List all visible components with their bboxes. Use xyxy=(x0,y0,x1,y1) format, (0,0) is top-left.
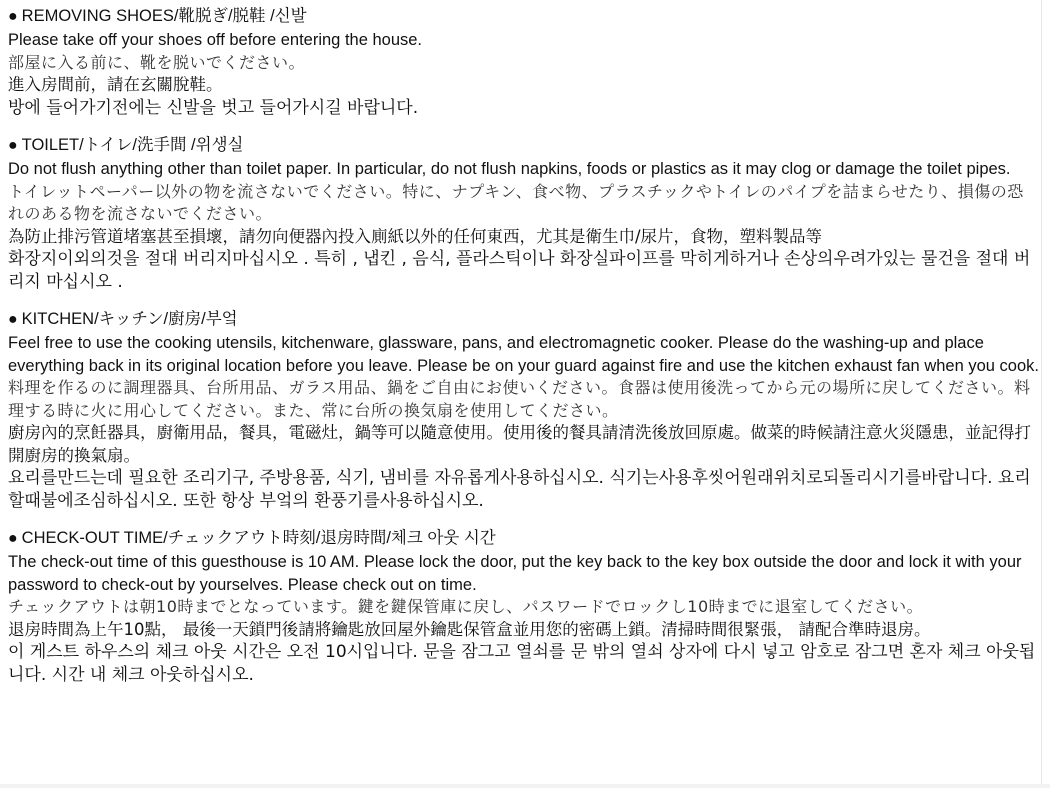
korean-text: 방에 들어가기전에는 신발을 벗고 들어가시길 바랍니다. xyxy=(8,97,419,118)
bullet-icon: ● xyxy=(8,311,18,328)
section-heading: ● KITCHEN/キッチン/廚房/부엌 xyxy=(8,310,238,328)
chinese-text: 為防止排污管道堵塞甚至損壞，請勿向便器內投入廁紙以外的任何東西，尤其是衛生巾/尿片，食物，塑料製品等 xyxy=(8,226,823,246)
english-text: The check-out time of this guesthouse is 10 AM. Please lock the door, put the key back to the key box outside the door and lock it with your password to check-out by yourselves. Please check out on time. xyxy=(8,553,1022,594)
section-kitchen xyxy=(8,307,1040,512)
korean-text: 화장지이외의것을 절대 버리지마십시오 . 특히 , 냅킨 , 음식, 플라스틱이나 화장실파이프를 막히게하거나 손상의우려가있는 물건을 절대 버리지 마십시오 . xyxy=(8,249,1031,292)
chinese-text: 退房時間為上午10點， 最後一天鎖門後請將鑰匙放回屋外鑰匙保管盒並用您的密碼上鎖。清掃時間很緊張， 請配合準時退房。 xyxy=(8,619,931,639)
english-text: Feel free to use the cooking utensils, kitchenware, glassware, pans, and electromagnetic cooker. Please do the washing-up and place everything back in its original location before you leave. Please be on your guard against fire and use the kitchen exhaust fan when you cook. xyxy=(8,334,1039,375)
korean-text: 이 게스트 하우스의 체크 아웃 시간은 오전 10시입니다. 문을 잠그고 열쇠를 문 밖의 열쇠 상자에 다시 넣고 암호로 잠그면 혼자 체크 아웃됩니다. 시간 내 체크 아웃하십시오. xyxy=(8,642,1036,685)
japanese-text: トイレットペーパー以外の物を流さないでください。特に、ナプキン、食べ物、プラスチックやトイレのパイプを詰まらせたり、損傷の恐れのある物を流さないでください。 xyxy=(8,181,1024,223)
japanese-text: 料理を作るのに調理器具、台所用品、ガラス用品、鍋をご自由にお使いください。食器は使用後洗ってから元の場所に戻してください。料理する時に火に用心してください。また、常に台所の換気扇を使用してください。 xyxy=(8,378,1031,420)
page-bottom-edge xyxy=(0,784,1050,788)
japanese-text: チェックアウトは朝10時までとなっています。鍵を鍵保管庫に戻し、パスワードでロックし10時までに退室してください。 xyxy=(8,597,924,616)
section-heading: ● CHECK-OUT TIME/チェックアウト時刻/退房時間/체크 아웃 시간 xyxy=(8,529,496,547)
bullet-icon: ● xyxy=(8,137,18,154)
section-removing-shoes xyxy=(8,4,1040,119)
japanese-text: 部屋に入る前に、靴を脱いでください。 xyxy=(8,52,306,72)
section-heading: ● TOILET/トイレ/洗手間 /위생실 xyxy=(8,136,244,154)
english-text: Do not flush anything other than toilet paper. In particular, do not flush napkins, foods or plastics as it may clog or damage the toilet pipes. xyxy=(8,160,1011,178)
section-toilet xyxy=(8,133,1040,293)
english-text: Please take off your shoes off before entering the house. xyxy=(8,31,423,49)
notice-document xyxy=(8,4,1040,700)
bullet-icon: ● xyxy=(8,530,18,547)
section-heading: ● REMOVING SHOES/靴脱ぎ/脱鞋 /신발 xyxy=(8,7,307,25)
korean-text: 요리를만드는데 필요한 조리기구, 주방용품, 식기, 냄비를 자유롭게사용하십시오. 식기는사용후씻어원래위치로되돌리시기를바랍니다. 요리할때불에조심하십시오. 또한 항상 부엌의 환풍기를사용하십시오. xyxy=(8,468,1031,511)
section-check-out xyxy=(8,526,1040,686)
chinese-text: 進入房間前，請在玄關脫鞋。 xyxy=(8,75,223,94)
bullet-icon: ● xyxy=(8,8,18,25)
chinese-text: 廚房內的烹飪器具，廚衛用品，餐具，電磁灶，鍋等可以隨意使用。使用後的餐具請清洗後放回原處。做菜的時候請注意火災隱患，並記得打開廚房的換氣扇。 xyxy=(8,423,1031,465)
page-right-edge xyxy=(1041,0,1050,788)
